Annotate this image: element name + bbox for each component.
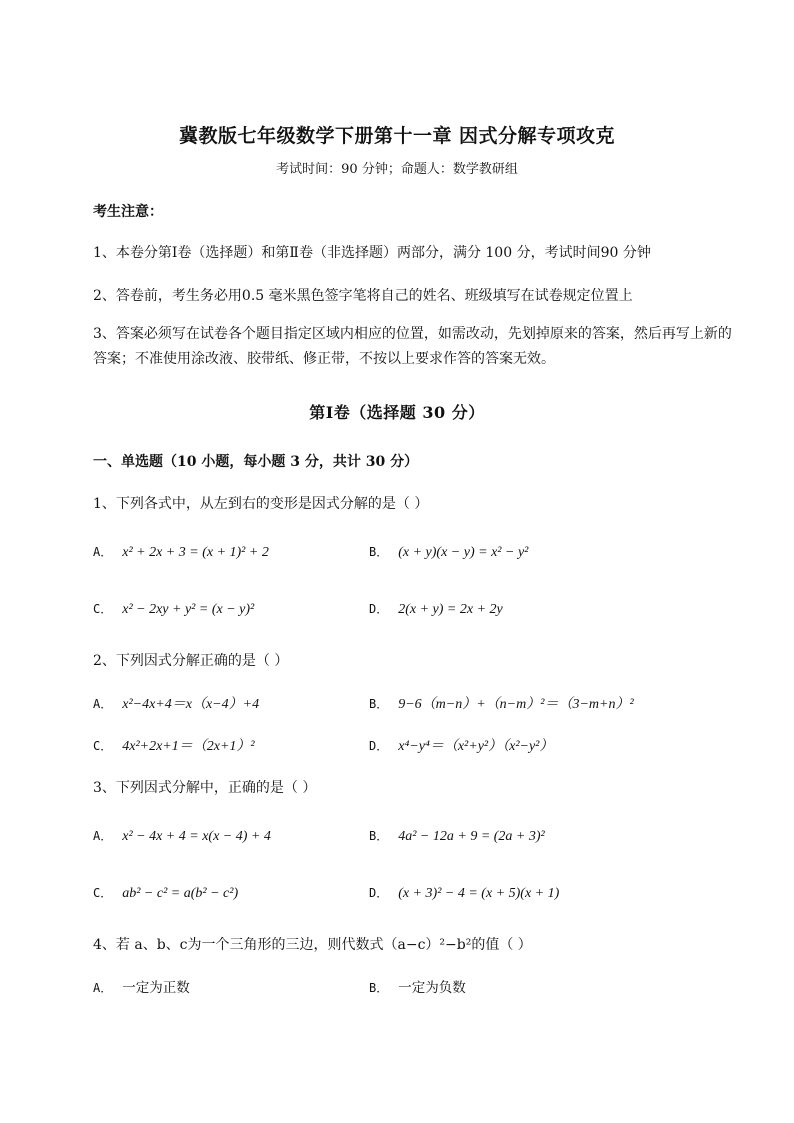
question-3-option-d [369,884,559,902]
option-label: A． [93,829,113,843]
question-2-option-c [93,735,255,755]
part-heading: 一、单选题（10 小题，每小题 3 分，共计 30 分） [93,454,419,470]
option-text: 4x²+2x+1＝（2x+1）² [122,739,255,754]
option-text: 9−6（m−n）+（n−m）²＝（3−m+n）² [398,697,634,712]
page-title: 冀教版七年级数学下册第十一章 因式分解专项攻克 [178,125,616,147]
option-label: A． [93,981,113,995]
question-2-option-b [369,693,634,713]
option-text: 2(x + y) = 2x + 2y [398,602,503,617]
option-text: x² − 4x + 4 = x(x − 4) + 4 [122,829,271,844]
option-label: B． [369,981,389,995]
exam-info: 考试时间：90 分钟；命题人：数学教研组 [276,162,518,177]
option-label: C． [93,602,113,616]
option-text: x² + 2x + 3 = (x + 1)² + 2 [122,545,269,560]
option-text: x²−4x+4＝x（x−4）+4 [122,697,260,712]
question-3-option-a [93,827,271,845]
option-text: 4a² − 12a + 9 = (2a + 3)² [398,829,545,844]
option-label: C． [93,739,113,753]
question-2-option-a [93,693,259,713]
question-3-option-b [369,827,545,845]
option-label: D． [369,886,389,900]
option-label: B． [369,829,389,843]
question-1-option-d [369,600,503,618]
option-text: 一定为正数 [122,980,190,996]
option-label: D． [369,739,389,753]
question-3-stem: 3、下列因式分解中，正确的是（ ） [93,780,317,796]
option-label: B． [369,697,389,711]
question-2-option-d [369,735,553,755]
question-4-option-a [93,976,190,996]
question-4-stem: 4、若 a、b、c为一个三角形的三边，则代数式（a−c）²−b²的值（ ） [93,937,532,953]
option-text: (x + y)(x − y) = x² − y² [398,545,529,560]
question-3-option-c [93,884,238,902]
option-label: B． [369,545,389,559]
notice-heading: 考生注意： [93,204,163,220]
question-2-stem: 2、下列因式分解正确的是（ ） [93,653,289,669]
option-text: 一定为负数 [398,980,466,996]
option-text: ab² − c² = a(b² − c²) [122,886,239,901]
question-1-option-a [93,543,269,561]
option-text: x⁴−y⁴＝（x²+y²）（x²−y²） [398,739,554,754]
notice-item-2: 2、答卷前，考生务必用0.5 毫米黑色签字笔将自己的姓名、班级填写在试卷规定位置上 [93,288,633,304]
option-text: (x + 3)² − 4 = (x + 5)(x + 1) [398,886,560,901]
question-1-stem: 1、下列各式中，从左到右的变形是因式分解的是（ ） [93,496,429,512]
option-label: C． [93,886,113,900]
question-1-option-b [369,543,528,561]
section-title: 第Ⅰ卷（选择题 30 分） [309,403,485,422]
option-label: A． [93,697,113,711]
question-4-option-b [369,976,466,996]
notice-item-1: 1、本卷分第Ⅰ卷（选择题）和第Ⅱ卷（非选择题）两部分，满分 100 分，考试时间90 分钟 [93,245,651,261]
question-1-option-c [93,600,254,618]
option-text: x² − 2xy + y² = (x − y)² [122,602,255,617]
notice-item-3: 3、答案必须写在试卷各个题目指定区域内相应的位置，如需改动，先划掉原来的答案，然后再写上新的答案；不准使用涂改液、胶带纸、修正带，不按以上要求作答的答案无效。 [93,326,732,367]
option-label: D． [369,602,389,616]
option-label: A． [93,545,113,559]
